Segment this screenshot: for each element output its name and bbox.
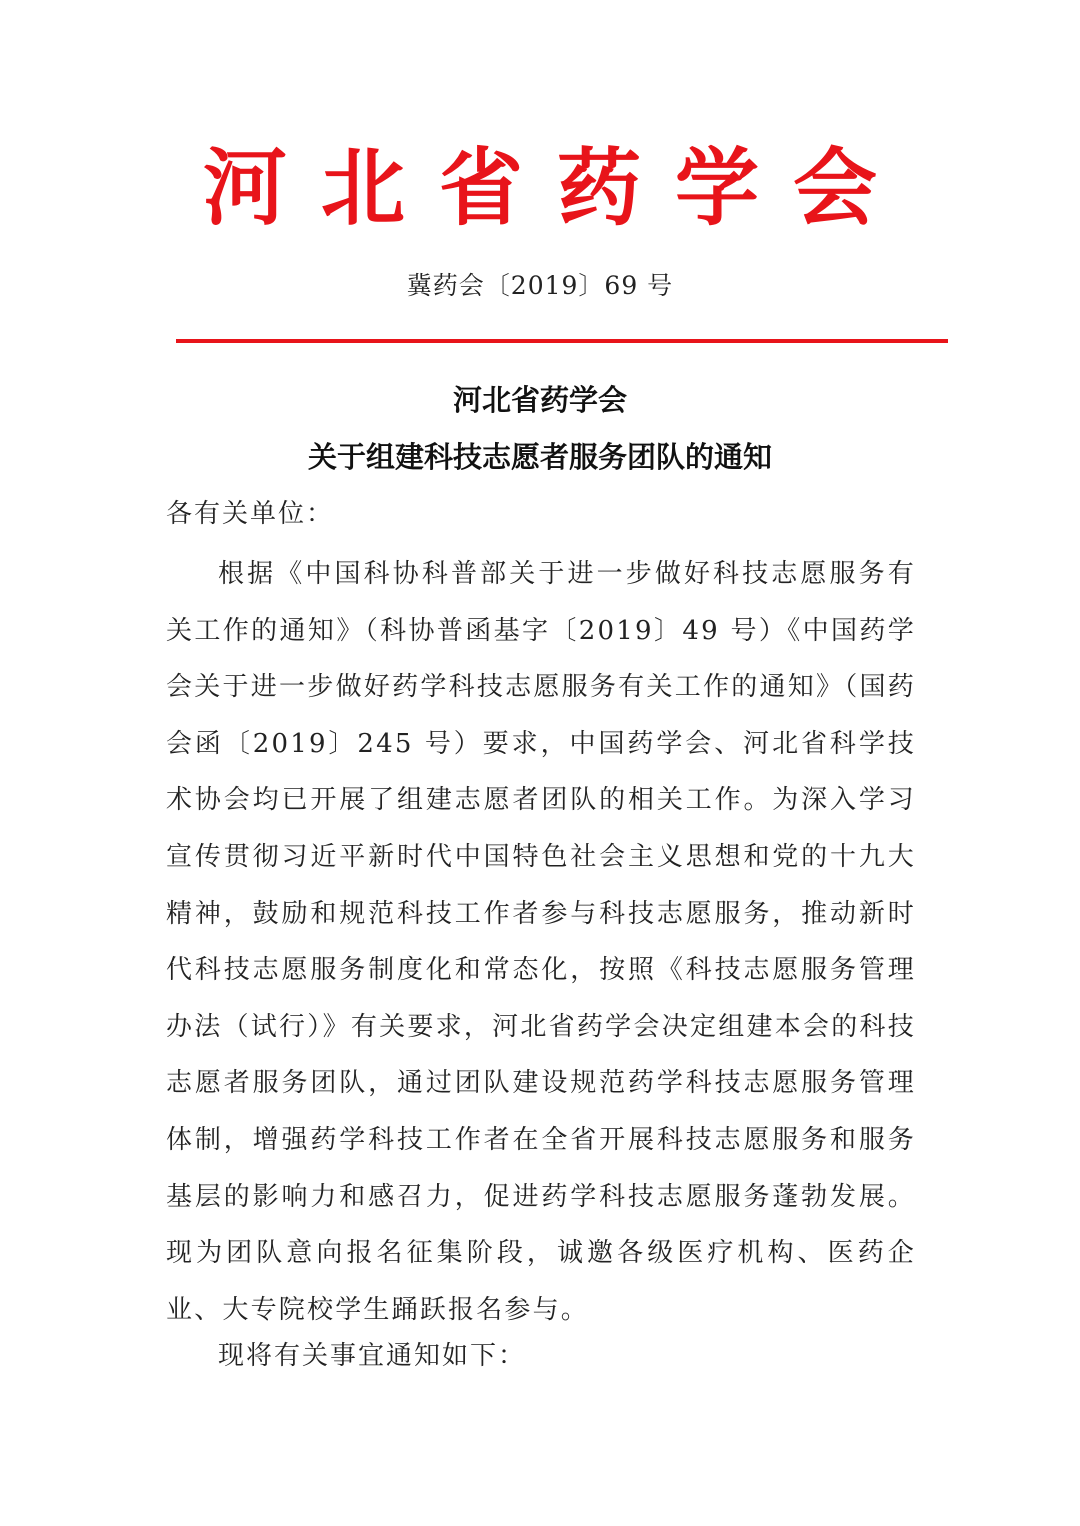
letterhead-organization: 河北省药学会	[202, 139, 911, 237]
notice-title-line-2: 关于组建科技志愿者服务团队的通知	[307, 440, 772, 474]
body-paragraph: 根据《中国科协科普部关于进一步做好科技志愿服务有关工作的通知》（科协普函基字〔2019〕49 号）《中国药学会关于进一步做好药学科技志愿服务有关工作的通知》（国药会函〔2019〕245 号）要求，中国药学会、河北省科学技术协会均已开展了组建志愿者团队的相关工作。为深入学习宣传贯彻习近平新时代中国特色社会主义思想和党的十九大精神，鼓励和规范科技工作者参与科技志愿服务，推动新时代科技志愿服务制度化和常态化，按照《科技志愿服务管理办法（试行）》有关要求，河北省药学会决定组建本会的科技志愿者服务团队，通过团队建设规范药学科技志愿服务管理体制，增强药学科技工作者在全省开展科技志愿服务和服务基层的影响力和感召力，促进药学科技志愿服务蓬勃发展。现为团队意向报名征集阶段，诚邀各级医疗机构、医药企业、大专院校学生踊跃报名参与。	[166, 559, 916, 1325]
document-number: 冀药会〔2019〕69 号	[406, 271, 674, 300]
salutation: 各有关单位：	[166, 499, 335, 529]
letterhead-divider	[176, 339, 948, 343]
closing-line: 现将有关事宜通知如下：	[218, 1341, 527, 1371]
notice-title-line-1: 河北省药学会	[452, 383, 627, 417]
